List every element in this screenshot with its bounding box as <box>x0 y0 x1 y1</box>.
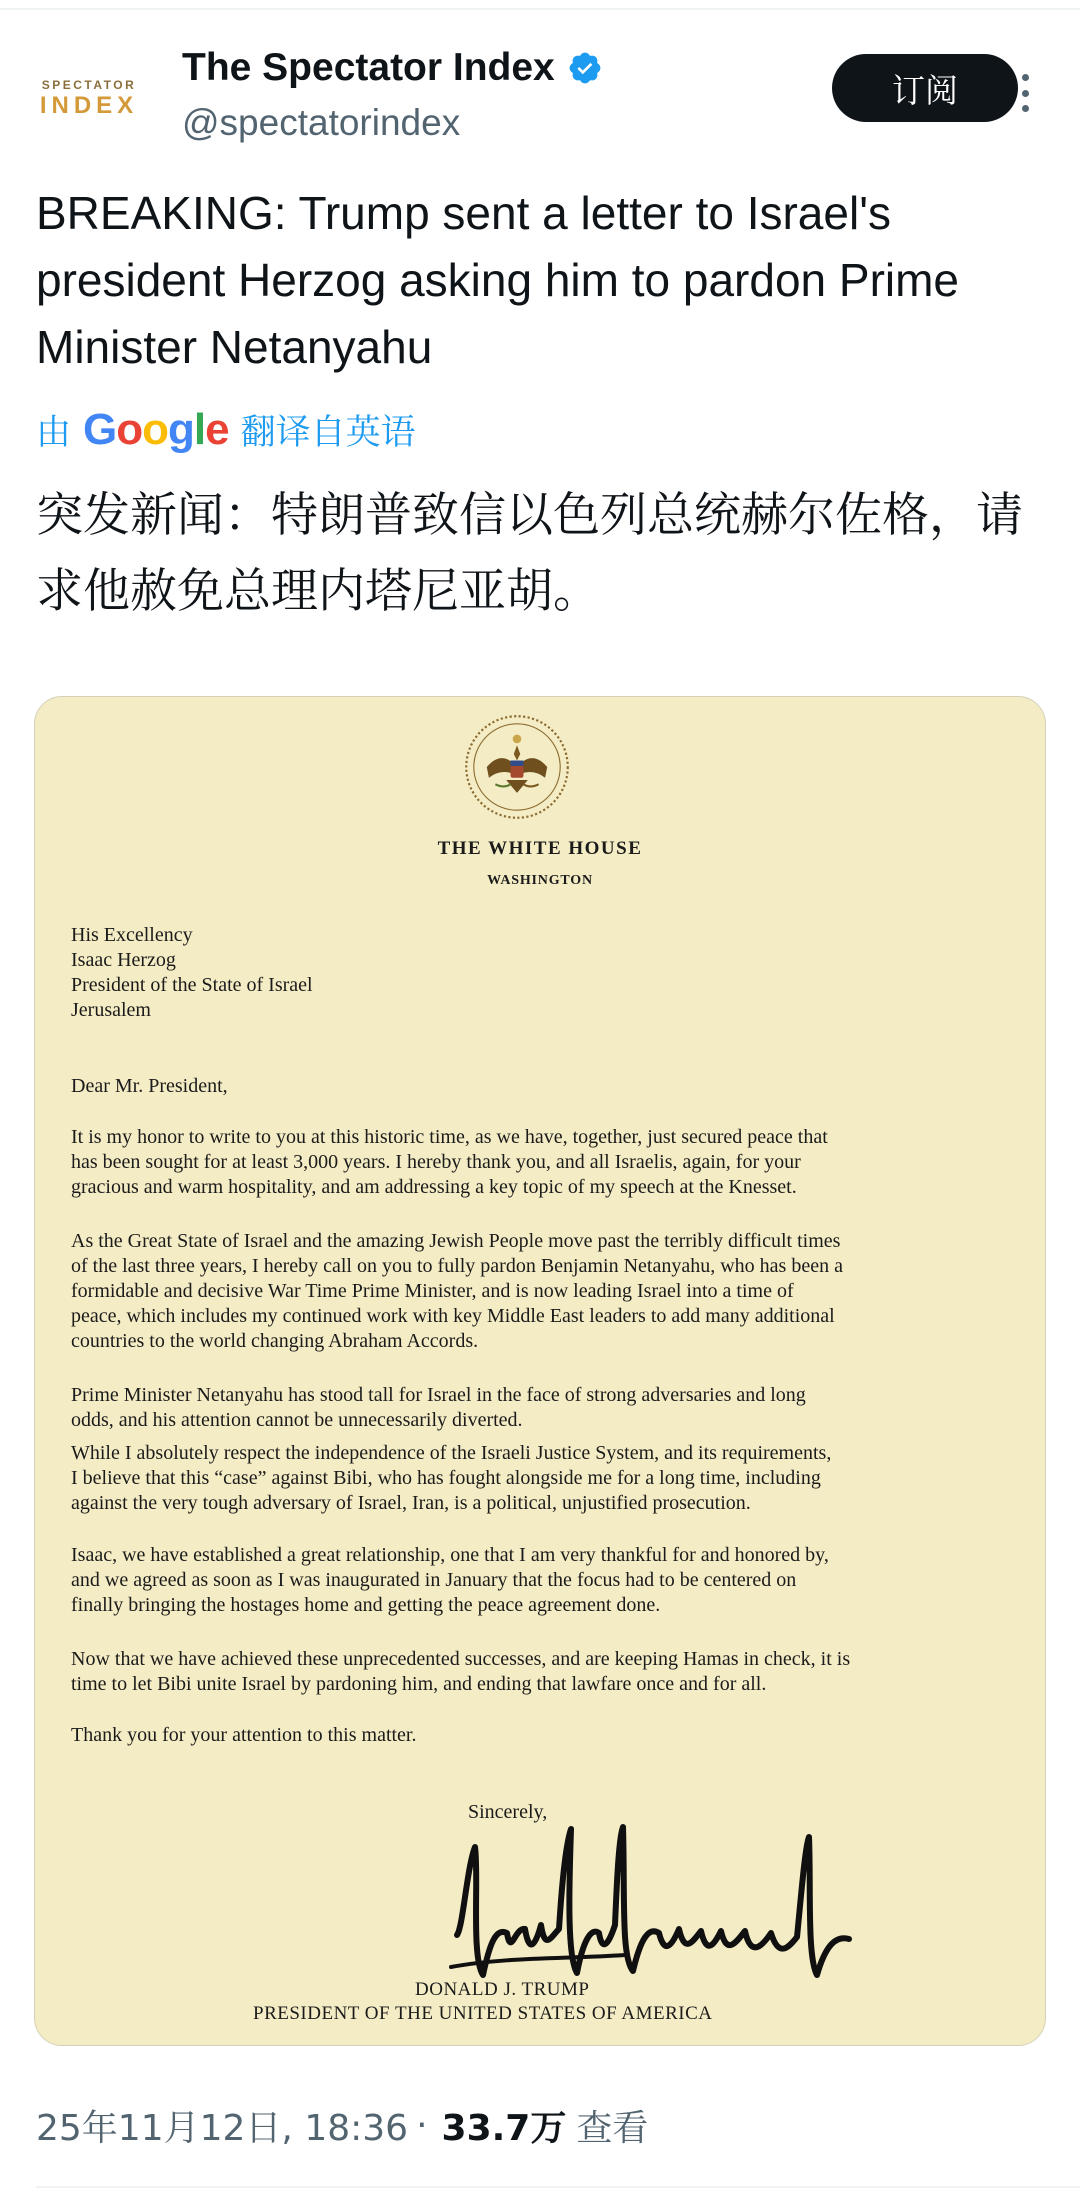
tweet-header <box>0 40 1080 150</box>
address-line: President of the State of Israel <box>71 974 313 996</box>
paragraph-line: against the very tough adversary of Israel, Iran, is a political, unjustified prosecution. <box>71 1492 751 1514</box>
paragraph-line: and we agreed as soon as I was inaugurated in January that the focus had to be centered on <box>71 1569 797 1591</box>
letter-paragraph-2 <box>71 1229 843 1354</box>
signer-title: PRESIDENT OF THE UNITED STATES OF AMERICA <box>253 2003 713 2024</box>
display-name-row[interactable] <box>182 46 603 90</box>
paragraph-line: gracious and warm hospitality, and am addressing a key topic of my speech at the Knesset. <box>71 1176 797 1198</box>
letterhead-subtitle: WASHINGTON <box>487 873 593 888</box>
bottom-divider <box>36 2186 1080 2188</box>
paragraph-line: formidable and decisive War Time Prime Minister, and is now leading Israel into a time of <box>71 1280 794 1302</box>
letter-paragraph-7 <box>71 1723 417 1748</box>
letter-paragraph-6 <box>71 1647 850 1697</box>
paragraph-line: Thank you for your attention to this matter. <box>71 1724 417 1746</box>
avatar[interactable] <box>36 78 142 122</box>
translate-prefix: 由 <box>36 413 72 453</box>
address-line: His Excellency <box>71 924 193 946</box>
letter-paragraph-5 <box>71 1543 829 1618</box>
subscribe-button[interactable]: 订阅 <box>832 54 1018 122</box>
letterhead-title: THE WHITE HOUSE <box>437 838 643 859</box>
avatar-logo-line1: SPECTATOR <box>41 78 137 92</box>
letter-closing: Sincerely, <box>468 1801 548 1823</box>
views-label: 查看 <box>576 2108 649 2149</box>
meta-separator: · <box>416 2105 428 2146</box>
tweet-timestamp[interactable]: 25年11月12日, 18:36 <box>36 2108 409 2149</box>
paragraph-line: It is my honor to write to you at this historic time, as we have, together, just secured peace that <box>71 1126 828 1148</box>
attached-letter-image[interactable] <box>34 696 1046 2046</box>
paragraph-line: Prime Minister Netanyahu has stood tall for Israel in the face of strong adversaries and long <box>71 1384 806 1406</box>
tweet-metadata <box>36 2100 648 2151</box>
presidential-seal-icon <box>463 713 571 821</box>
paragraph-line: Now that we have achieved these unprecedented successes, and are keeping Hamas in check, it is <box>71 1648 851 1670</box>
avatar-logo-line2: INDEX <box>39 92 139 119</box>
paragraph-line: I believe that this “case” against Bibi, who has fought alongside me for a long time, including <box>71 1467 821 1489</box>
address-line: Isaac Herzog <box>71 949 176 971</box>
paragraph-line: As the Great State of Israel and the amazing Jewish People move past the terribly difficult times <box>71 1230 841 1252</box>
paragraph-line: of the last three years, I hereby call on you to fully pardon Benjamin Netanyahu, who has been a <box>71 1255 843 1277</box>
views-count[interactable]: 33.7万 <box>441 2108 567 2149</box>
address-line: Jerusalem <box>71 999 151 1021</box>
top-divider <box>0 8 1080 10</box>
paragraph-line: Isaac, we have established a great relationship, one that I am very thankful for and honored by, <box>71 1544 829 1566</box>
translated-text: 突发新闻：特朗普致信以色列总统赫尔佐格，请求他赦免总理内塔尼亚胡。 <box>36 488 1023 619</box>
paragraph-line: odds, and his attention cannot be unnecessarily diverted. <box>71 1409 523 1431</box>
display-name[interactable]: The Spectator Index <box>182 46 555 89</box>
tweet-text: BREAKING: Trump sent a letter to Israel's president Herzog asking him to pardon Prime Minister Netanyahu <box>36 187 960 373</box>
signature-icon <box>445 1807 865 1997</box>
translate-suffix: 翻译自英语 <box>240 413 416 453</box>
paragraph-line: While I absolutely respect the independence of the Israeli Justice System, and its requirements, <box>71 1442 832 1464</box>
letter-paragraph-3 <box>71 1383 806 1433</box>
account-handle[interactable]: @spectatorindex <box>182 102 461 143</box>
signer-name: DONALD J. TRUMP <box>415 1979 590 2000</box>
verified-badge-icon <box>567 50 603 86</box>
recipient-address <box>71 923 313 1023</box>
letter-paragraph-4 <box>71 1441 831 1516</box>
google-logo: Google <box>83 405 229 454</box>
more-options-icon[interactable] <box>1008 68 1042 118</box>
letter-paragraph-1 <box>71 1125 828 1200</box>
translation-attribution[interactable] <box>36 404 416 456</box>
paragraph-line: has been sought for at least 3,000 years. I hereby thank you, and all Israelis, again, for your <box>71 1151 801 1173</box>
paragraph-line: time to let Bibi unite Israel by pardoning him, and ending that lawfare once and for all. <box>71 1673 767 1695</box>
paragraph-line: peace, which includes my continued work with key Middle East leaders to add many additional <box>71 1305 835 1327</box>
paragraph-line: finally bringing the hostages home and getting the peace agreement done. <box>71 1594 661 1616</box>
salutation: Dear Mr. President, <box>71 1075 228 1097</box>
paragraph-line: countries to the world changing Abraham Accords. <box>71 1330 479 1352</box>
